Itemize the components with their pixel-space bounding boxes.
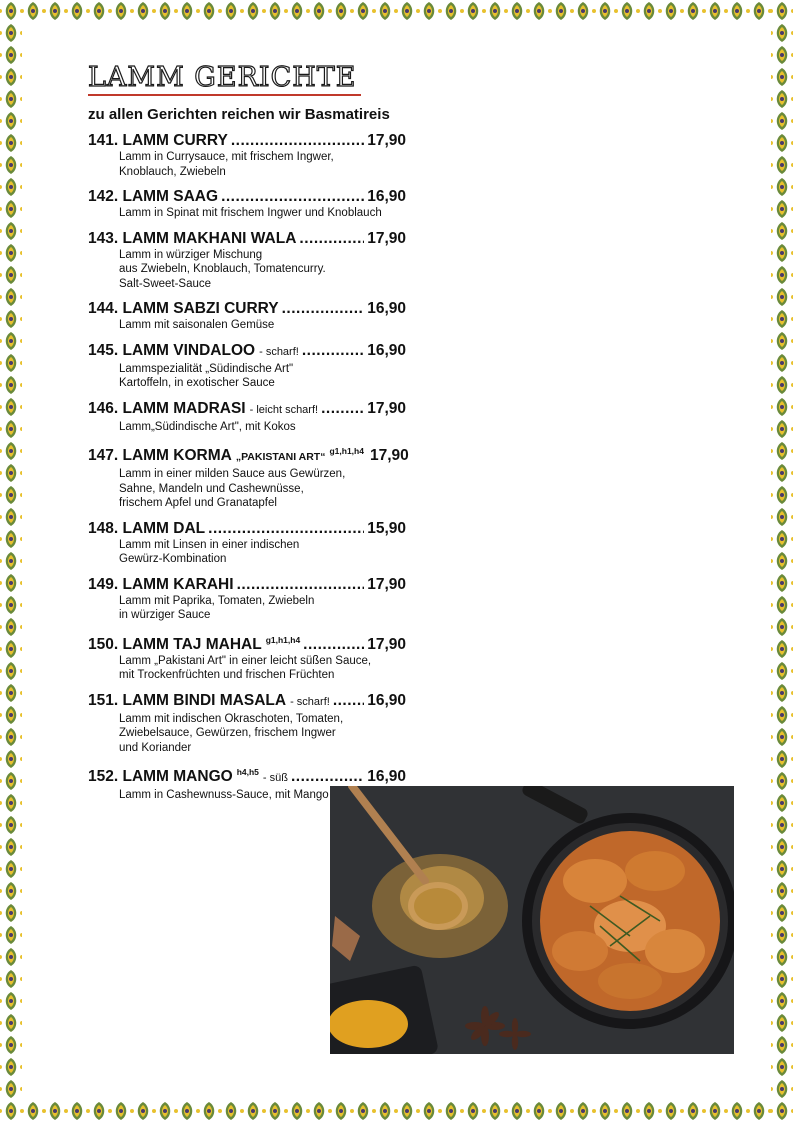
menu-item-note: - scharf! — [290, 695, 330, 708]
description-line: Gewürz-Kombination — [119, 553, 227, 566]
description-line: Lamm in würziger Mischung — [119, 248, 263, 261]
dot-leader — [321, 399, 364, 418]
menu-item-price: 17,90 — [367, 635, 406, 653]
menu-item-title: LAMM MADRASI — [122, 399, 246, 417]
menu-item-name — [88, 631, 300, 654]
ornament-pattern-icon — [0, 0, 793, 22]
menu-item-list — [88, 131, 409, 811]
menu-item-price: 16,90 — [367, 691, 406, 709]
menu-item-description — [88, 362, 406, 391]
menu-item-heading — [88, 341, 406, 362]
allergen-codes: h4,h5 — [236, 767, 259, 778]
menu-item-description — [88, 712, 406, 756]
page-subtitle: zu allen Gerichten reichen wir Basmatireis — [88, 106, 390, 123]
description-line: Kartoffeln, in exotischer Sauce — [119, 377, 275, 389]
dot-leader — [221, 187, 364, 206]
description-line: Lamm„Südindische Art", mit Kokos — [119, 420, 296, 433]
menu-item-description — [88, 420, 406, 435]
menu-item — [88, 341, 406, 391]
menu-item-price: 16,90 — [367, 188, 406, 205]
menu-item-price: 16,90 — [367, 341, 406, 359]
menu-item-name — [88, 187, 218, 206]
menu-item-title: LAMM TAJ MAHAL — [122, 635, 262, 653]
menu-item-name — [88, 399, 318, 420]
menu-item-description — [88, 654, 406, 683]
menu-item-heading — [88, 631, 406, 654]
menu-item-number: 143. — [88, 229, 119, 247]
description-line: und Koriander — [119, 741, 192, 754]
allergen-codes: g1,h1,h4 — [265, 634, 301, 645]
menu-item-name — [88, 575, 234, 594]
dot-leader — [333, 691, 364, 710]
menu-item-number: 147. — [88, 447, 119, 465]
menu-item-number: 141. — [88, 132, 119, 149]
description-line: Lamm mit Linsen in einer indischen — [119, 538, 300, 551]
description-line: in würziger Sauce — [119, 609, 211, 622]
description-line: Lamm in einer milden Sauce aus Gewürzen, — [119, 468, 346, 481]
menu-item-number: 142. — [88, 188, 119, 205]
menu-item-description — [88, 248, 406, 292]
description-line: frischem Apfel und Granatapfel — [119, 497, 277, 510]
dot-leader — [231, 131, 364, 150]
menu-item-heading — [88, 131, 406, 150]
description-line: Lamm in Cashewnuss-Sauce, mit Mango — [119, 789, 329, 802]
menu-item-number: 146. — [88, 399, 119, 417]
menu-item-heading — [88, 229, 406, 248]
description-line: Salt-Sweet-Sauce — [119, 277, 212, 290]
dot-leader — [291, 767, 364, 786]
menu-item-title: LAMM SAAG — [122, 188, 219, 205]
dot-leader — [303, 635, 364, 654]
menu-item-heading — [88, 399, 406, 420]
menu-item — [88, 519, 406, 567]
menu-item-price: 16,90 — [367, 768, 406, 786]
title-underline — [88, 94, 361, 96]
menu-item-heading — [88, 442, 409, 467]
menu-item-title: LAMM DAL — [122, 519, 206, 537]
dot-leader — [299, 229, 364, 248]
menu-item-price: 15,90 — [367, 519, 406, 537]
description-line: Lamm mit Paprika, Tomaten, Zwiebeln — [119, 594, 315, 607]
decorative-border-top — [0, 0, 793, 22]
description-line: Knoblauch, Zwiebeln — [119, 165, 226, 178]
menu-item-title: LAMM BINDI MASALA — [122, 691, 287, 709]
description-line: Sahne, Mandeln und Cashewnüsse, — [119, 482, 304, 495]
menu-item-name — [88, 131, 228, 150]
menu-item — [88, 442, 409, 511]
menu-item-description — [88, 538, 406, 567]
dot-leader — [282, 299, 365, 318]
menu-item-price: 17,90 — [367, 575, 406, 593]
description-line: Zwiebelsauce, Gewürzen, frischem Ingwer — [119, 727, 336, 740]
decorative-border-left — [0, 0, 22, 1122]
description-line: Lamm „Pakistani Art" in einer leicht süßen Sauce, — [119, 654, 372, 667]
menu-item-price: 17,90 — [367, 132, 406, 149]
menu-item-title: LAMM MANGO — [122, 768, 233, 786]
description-line: Lamm in Currysauce, mit frischem Ingwer, — [119, 151, 334, 163]
menu-item-note: - süß — [262, 772, 288, 785]
menu-item-price: 16,90 — [367, 300, 406, 317]
description-line: aus Zwiebeln, Knoblauch, Tomatencurry. — [119, 263, 326, 275]
menu-item-name — [88, 691, 330, 712]
allergen-codes: g1,h1,h4 — [329, 446, 364, 456]
menu-item-number: 151. — [88, 691, 119, 709]
menu-item-name — [88, 341, 299, 362]
menu-item-heading — [88, 575, 406, 594]
menu-item-name — [88, 442, 364, 467]
menu-item-description — [88, 318, 406, 333]
menu-item-title: LAMM VINDALOO — [122, 341, 256, 359]
menu-item-name — [88, 519, 205, 538]
menu-item-price: 17,90 — [367, 399, 406, 417]
menu-item — [88, 575, 406, 623]
dot-leader — [237, 575, 365, 594]
menu-item-heading — [88, 519, 406, 538]
dot-leader — [302, 341, 364, 360]
page-title: LAMM GERICHTE — [88, 62, 357, 93]
menu-item-number: 152. — [88, 768, 119, 786]
menu-item — [88, 187, 406, 221]
menu-item-number: 145. — [88, 341, 119, 359]
menu-item-description — [88, 467, 406, 511]
ornament-pattern-icon — [0, 0, 22, 1122]
description-line: mit Trockenfrüchten und frischen Früchten — [119, 669, 335, 682]
menu-item — [88, 691, 406, 756]
menu-item-price: 17,90 — [369, 447, 409, 465]
menu-item-number: 144. — [88, 300, 119, 317]
ornament-pattern-icon — [0, 1100, 793, 1122]
menu-item-title: LAMM SABZI CURRY — [122, 300, 279, 317]
menu-item-title: LAMM KARAHI — [122, 575, 234, 593]
description-line: Lamm in Spinat mit frischem Ingwer und Knoblauch — [119, 207, 382, 219]
menu-item-number: 148. — [88, 519, 119, 537]
decorative-border-bottom — [0, 1100, 793, 1122]
menu-item-description — [88, 206, 406, 221]
menu-item-heading — [88, 763, 406, 788]
menu-item-heading — [88, 691, 406, 712]
menu-item-name — [88, 299, 279, 318]
menu-item-description — [88, 150, 406, 179]
menu-item-price: 17,90 — [367, 229, 406, 247]
dot-leader — [208, 519, 364, 538]
menu-item-title: LAMM KORMA — [122, 447, 232, 465]
description-line: Lammspezialität „Südindische Art" — [119, 362, 294, 375]
menu-item-number: 149. — [88, 575, 119, 593]
menu-item-name — [88, 763, 288, 788]
menu-item-heading — [88, 187, 406, 206]
ornament-pattern-icon — [771, 0, 793, 1122]
description-line: Lamm mit saisonalen Gemüse — [119, 319, 275, 331]
menu-item-note: - scharf! — [259, 345, 299, 358]
menu-item-title: LAMM CURRY — [122, 132, 228, 149]
description-line: Lamm mit indischen Okraschoten, Tomaten, — [119, 712, 344, 725]
menu-item-title: LAMM MAKHANI WALA — [122, 229, 297, 247]
menu-item — [88, 399, 406, 435]
menu-item — [88, 299, 406, 333]
menu-item-name — [88, 229, 296, 248]
menu-item-description — [88, 594, 406, 623]
menu-item-number: 150. — [88, 635, 119, 653]
menu-item — [88, 131, 406, 179]
lamb-curry-photo — [330, 786, 734, 1054]
decorative-border-right — [771, 0, 793, 1122]
menu-item-heading — [88, 299, 406, 318]
menu-item — [88, 229, 406, 292]
menu-item — [88, 631, 406, 683]
menu-item-tag: „PAKISTANI ART“ — [235, 451, 326, 464]
menu-item-note: - leicht scharf! — [249, 403, 319, 416]
